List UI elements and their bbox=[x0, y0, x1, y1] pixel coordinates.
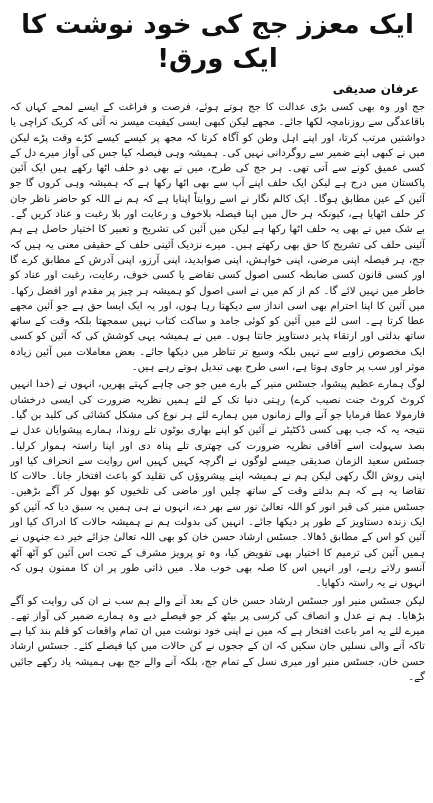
article-title: ایک معزز جج کی خود نوشت کا ایک ورق! bbox=[21, 10, 414, 74]
article-body bbox=[10, 100, 425, 685]
paragraph: لوگ ہمارے عظیم پیشوا، جسٹس منیر کے بارے میں جو جی چاہے کہتے پھریں، انہوں نے (خدا انہیں کروٹ کروٹ جنت نصیب کرے) رہتی دنیا تک کے لئے ہمیں نظریہ ضرورت کی ایسی درخشاں فارمولا عطا فرمایا جو آنے والے زمانوں میں ہمارے لئے ہر نوع کی مشکل کشائی کی کلید بن گیا۔ نتیجہ یہ کہ جب بھی کسی ڈکٹیٹر نے آئین کو اپنے بھاری بوٹوں تلے روندا، ہمارے پیشوایان عدل نے بصد سہولت اسے آفاقی نظریہ ضرورت کی چھتری تلے پناہ دی اور اپنا راستہ ہموار کرلیا۔ جسٹس سعید الزمان صدیقی جیسے لوگوں نے اگرچہ کہیں کہیں اس روایت سے انحراف کیا اور اپنی روش الگ رکھی لیکن ہم نے ہمیشہ اپنے پیشروؤں کی تقلید کو باعث افتخار جانا۔ حالات کا تقاضا یہ ہے کہ ہم بدلتے وقت کے ساتھ چلیں اور ماضی کی تلخیوں کو بھول کر آگے بڑھیں۔ جسٹس منیر کی قبر انور کو اللہ تعالیٰ نور سے بھر دے، انہوں نے ہی ہمیں یہ سبق دیا کہ آئین کو ایک زندہ دستاویز کے طور پر دیکھا جائے۔ انہیں کی بدولت ہم نے ہمیشہ حالات کا ادراک کیا اور آئین کو اس کے مطابق ڈھالا۔ جسٹس ارشاد حسن خان کو بھی اللہ تعالیٰ جزائے خیر دے جنہوں نے ہمیں آئین کی ترمیم کا اختیار بھی تفویض کیا، وہ تو پرویز مشرف کے تحت اس آئین کو آٹھ آٹھ آنسو رلاتے رہے، اور انہیں اس کا صلہ بھی خوب ملا۔ میں ذاتی طور پر ان کا ممنون ہوں کہ انہوں نے یہ راستہ دکھایا۔ bbox=[10, 379, 425, 590]
paragraph: لیکن جسٹس منیر اور جسٹس ارشاد حسن خان کے بعد آنے والے ہم سب نے ان کی روایت کو آگے بڑھایا۔ ہم نے عدل و انصاف کی کرسی پر بیٹھ کر جو فیصلے دیے وہ ہمارے ضمیر کی آواز تھے۔ میرے لئے یہ امر باعث افتخار ہے کہ میں نے اپنی خود نوشت میں ان تمام واقعات کو قلم بند کیا ہے تاکہ آنے والی نسلیں جان سکیں کہ ان کے ججوں نے کن حالات میں کیا فیصلے کئے۔ جسٹس ارشاد حسن خان، جسٹس منیر اور میری نسل کے تمام جج، بلکہ آنے والے جج بھی ہمیشہ یاد رکھے جائیں گے۔ bbox=[10, 595, 425, 683]
author-byline: عرفان صدیقی bbox=[332, 82, 419, 96]
paragraph: جج اور وہ بھی کسی بڑی عدالت کا جج ہوتے ہوئے، فرصت و فراغت کے ایسے لمحے کہاں کہ باقاعدگی سے روزنامچہ لکھا جائے۔ مجھے لیکن کبھی ایسی کیفیت میسر نہ آئی کہ کریک کراچی یا دواشتیں مرتب کرتا، اور اپنے اہل وطن کو آگاہ کرتا کہ مجھ پر کیسے کیسے کڑے وقت پڑے لیکن میں نے کبھی اپنے ضمیر سے روگردانی نہیں کی۔ ہمیشہ وہی فیصلہ کیا جس کی آواز میرے دل کے کسی عمیق کونے سے آتی تھی۔ ہر جج کی طرح، میں نے بھی دو حلف اٹھا رکھے ہیں ایک آئین پاکستان میں درج ہے لیکن ایک حلف اپنے آپ سے بھی اٹھا رکھا ہے کہ ہمیشہ وہی کروں گا جو آئین کے عین مطابق ہوگا۔ ایک کالم نگار نے اسے روایتاً اپنایا ہے کہ ہم نے اللہ کو حاضر ناظر جان کر حلف اٹھایا ہے، کیونکہ ہر حال میں اپنا فیصلہ بلاخوف و رعایت اور بلا رغبت و عناد کریں گے۔ بے شک میں نے بھی یہ حلف اٹھا رکھا ہے لیکن میں آئین کی تشریح و تعبیر کا اختیار حاصل ہے ہم آئینی حلف کی تشریح کا حق بھی رکھتے ہیں۔ میرے نزدیک آئینی حلف کے حقیقی معنی یہ ہیں کہ جج، ہر فیصلہ اپنی مرضی، اپنی خواہش، اپنی صوابدید، اپنی آرزو، اپنی آدرش کے مطابق کرے گا اور کسی قانون کسی ضابطہ کسی اصول کسی تقاضے یا کسی خوف، رعایت، رغبت اور عناد کو خاطر میں نہیں لائے گا۔ کم از کم میں نے اسی اصول کو ہمیشہ ہر چیز پر مقدم اور افضل رکھا۔ میں آئین کا اپنا احترام بھی اسی انداز سے دیکھتا رہا ہوں، اور یہ ایک ایسا حق ہے جو آئین مجھے عطا کرتا ہے۔ اسی لئے میں آئین کو کوئی جامد و ساکت کتاب نہیں سمجھتا بلکہ وقت کے ساتھ ساتھ بدلتی اور ارتقاء پذیر دستاویز جانتا ہوں۔ میں نے ہمیشہ یہی کوشش کی کہ آئین کو کسی ایک مخصوص زاویے سے نہیں بلکہ وسیع تر تناظر میں دیکھا جائے۔ بعض معاملات میں آئین زیادہ موثر اور سب پر حاوی ہوتا ہے، اسی طرح بھی تبدیل ہوتے رہے ہیں۔ bbox=[10, 102, 425, 374]
